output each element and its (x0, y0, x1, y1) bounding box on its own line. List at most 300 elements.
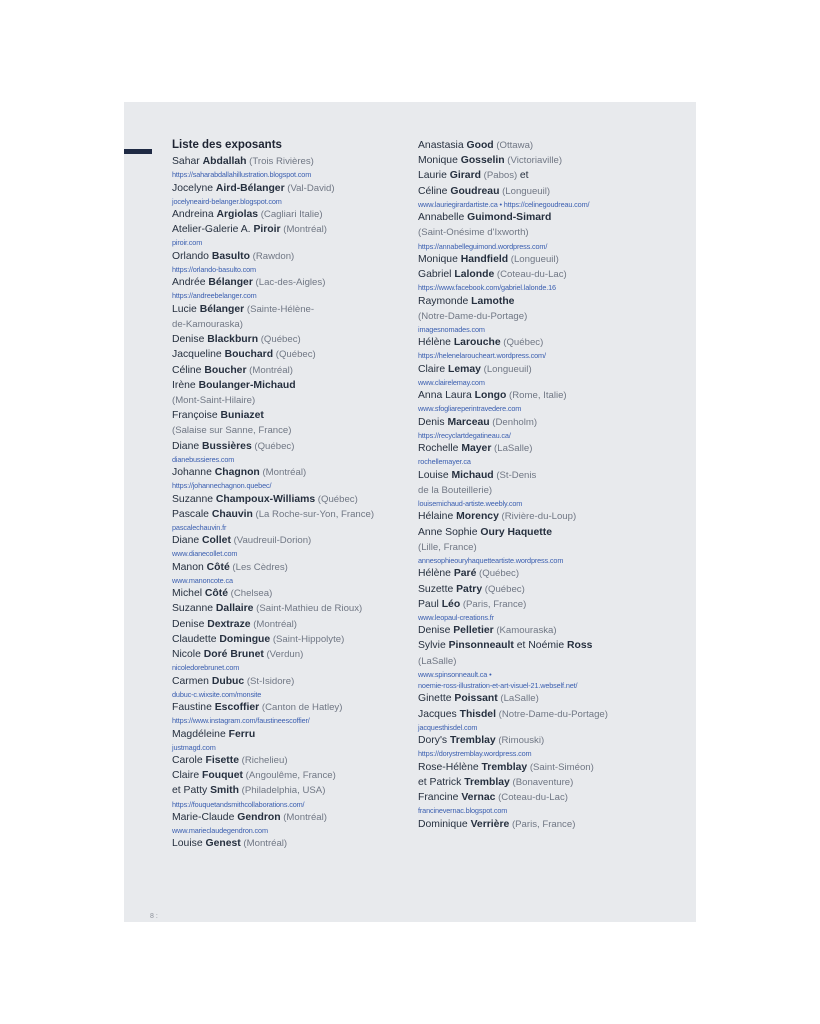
exhibitor-entry (418, 760, 680, 790)
exhibitor-location: (Lac-des-Aigles) (252, 277, 326, 289)
exhibitor-line (418, 733, 680, 748)
exhibitor-line (172, 408, 404, 423)
exhibitor-first-name: Monique (418, 155, 461, 167)
exhibitor-location: de-Kamouraska) (172, 318, 243, 330)
exhibitor-location: de la Bouteillerie) (418, 484, 493, 496)
exhibitor-first-name: Claire (418, 363, 449, 375)
exhibitor-list-left (172, 154, 404, 852)
exhibitor-location: (Denholm) (489, 416, 538, 428)
exhibitor-website-link[interactable]: https://annabelleguimond.wordpress.com/ (418, 241, 548, 251)
exhibitor-entry (172, 154, 404, 181)
exhibitor-first-name: Denise (172, 618, 208, 630)
exhibitor-line (418, 623, 680, 638)
exhibitor-name: Bélanger (199, 303, 245, 315)
exhibitor-location: (Longueuil) (499, 185, 551, 197)
exhibitor-first-name: et Patrick (418, 776, 465, 788)
exhibitor-name: Ferru (228, 728, 256, 740)
exhibitor-first-name: Carole (172, 755, 206, 767)
exhibitor-line (172, 439, 404, 454)
exhibitor-location: (Sainte-Hélène- (244, 303, 315, 315)
exhibitor-entry (418, 388, 680, 415)
exhibitor-name: Basulto (211, 250, 250, 262)
exhibitor-name: Michaud (451, 469, 494, 481)
exhibitor-name: Blackburn (207, 334, 259, 346)
exhibitor-line (172, 768, 404, 783)
exhibitor-name: Argiolas (216, 209, 259, 220)
exhibitor-location: (Vaudreuil-Dorion) (230, 535, 312, 547)
exhibitor-location: (LaSalle) (497, 693, 539, 705)
exhibitor-location: (Victoriaville) (504, 155, 563, 167)
exhibitor-entry (418, 153, 680, 168)
exhibitor-website-link[interactable]: www.spinsonneault.ca • (418, 669, 492, 679)
exhibitor-line (172, 222, 404, 237)
exhibitor-first-name: Hélène (418, 568, 454, 580)
exhibitor-entry (418, 210, 680, 252)
exhibitor-line (172, 154, 404, 169)
exhibitor-name: Ross (567, 640, 593, 652)
exhibitor-first-name: Claudette (172, 633, 220, 645)
exhibitor-first-name: Suzette (418, 583, 457, 595)
exhibitor-line (172, 332, 404, 347)
exhibitor-first-name: Rochelle (418, 443, 462, 455)
exhibitor-location: (Mont-Saint-Hilaire) (172, 394, 256, 406)
exhibitor-location: (Les Cèdres) (229, 561, 288, 573)
exhibitor-location: (Rome, Italie) (506, 390, 567, 402)
exhibitor-name: Lamothe (471, 295, 515, 307)
exhibitor-website-link[interactable]: www.lauriegirardartiste.ca • https://celinegoudreau.com/ (418, 199, 590, 209)
exhibitor-location: (Saint-Hippolyte) (270, 633, 345, 645)
exhibitor-first-name: Monique (418, 253, 461, 265)
exhibitor-first-name: Céline (172, 364, 205, 376)
exhibitor-name: Dallaire (215, 603, 254, 615)
exhibitor-line (418, 483, 680, 498)
exhibitor-entry (418, 168, 680, 210)
exhibitor-first-name: Sylvie (418, 640, 449, 652)
exhibitor-website-link[interactable]: nicoledorebrunet.com (172, 663, 240, 673)
exhibitor-name: Goudreau (450, 185, 500, 197)
exhibitor-name: Lemay (448, 363, 481, 375)
exhibitor-first-name: Hélaine (418, 511, 457, 523)
exhibitor-location: (Longueuil) (508, 253, 559, 265)
exhibitor-name: Dextraze (207, 618, 251, 630)
exhibitor-location: (Angoulême, France) (243, 770, 336, 782)
exhibitor-location: (Rimouski) (495, 735, 545, 747)
exhibitor-location: (Saint-Mathieu de Rioux) (253, 603, 363, 615)
exhibitor-entry (172, 492, 404, 507)
exhibitor-line (172, 601, 404, 616)
exhibitor-first-name: Suzanne (172, 493, 216, 505)
exhibitor-first-name: et Patty (172, 785, 211, 797)
exhibitor-location: (Rivière-du-Loup) (498, 511, 577, 523)
exhibitor-entry (172, 647, 404, 674)
exhibitor-first-name: Hélène (418, 337, 454, 349)
exhibitor-entry (418, 597, 680, 624)
exhibitor-website-link[interactable]: www.marieclaudegendron.com (172, 826, 268, 836)
exhibitor-name: Larouche (453, 337, 501, 349)
exhibitor-name: Smith (210, 785, 239, 797)
exhibitor-name: Thisdel (459, 708, 496, 720)
exhibitor-location: (Salaise sur Sanne, France) (172, 425, 292, 437)
exhibitor-website-link[interactable]: imagesnomades.com (418, 324, 485, 334)
exhibitor-website-link[interactable]: dubuc-c.wixsite.com/monsite (172, 689, 262, 699)
exhibitor-website-link[interactable]: https://www.facebook.com/gabriel.lalonde.16 (418, 283, 556, 293)
exhibitor-line (172, 533, 404, 548)
exhibitor-website-link[interactable]: https://johannechagnon.quebec/ (172, 481, 272, 491)
exhibitor-website-link[interactable]: annesophieouryhaquetteartiste.wordpress.com (418, 556, 564, 566)
page-heading: Liste des exposants (172, 139, 282, 151)
exhibitor-line (418, 468, 680, 483)
exhibitor-entry (418, 468, 680, 510)
exhibitor-line (418, 525, 680, 540)
exhibitor-website-link[interactable]: louisemichaud-artiste.weebly.com (418, 499, 523, 509)
exhibitor-entry (418, 335, 680, 362)
exhibitor-website-link[interactable]: www.manoncote.ca (172, 575, 233, 585)
exhibitor-first-name: Céline (418, 185, 451, 197)
exhibitor-location: (Notre-Dame-du-Portage) (495, 708, 608, 720)
exhibitor-entry (172, 222, 404, 249)
exhibitor-entry (172, 408, 404, 438)
exhibitor-first-name: Raymonde (418, 295, 472, 307)
exhibitor-name: Patry (456, 583, 483, 595)
exhibitor-name: Girard (449, 170, 481, 182)
exhibitor-line (418, 441, 680, 456)
exhibitor-name: Lalonde (454, 269, 495, 281)
exhibitor-line (172, 181, 404, 196)
exhibitor-location: (Saint-Onésime d'Ixworth) (418, 227, 529, 239)
exhibitor-first-name: Ginette (418, 693, 455, 705)
exhibitor-first-name: Irène (172, 379, 199, 391)
exhibitor-website-link[interactable]: https://recyclartdegatineau.ca/ (418, 430, 511, 440)
exhibitor-website-link[interactable]: francinevernac.blogspot.com (418, 806, 508, 816)
exhibitor-entry (172, 810, 404, 837)
exhibitor-first-name: Gabriel (418, 269, 455, 281)
exhibitor-first-name: Denis (418, 416, 448, 428)
exhibitor-name: Longo (474, 390, 507, 402)
exhibitor-website-link[interactable]: pascalechauvin.fr (172, 522, 227, 532)
exhibitor-location: (Paris, France) (509, 818, 576, 830)
exhibitor-line (172, 275, 404, 290)
exhibitor-line (418, 509, 680, 524)
exhibitor-line (172, 249, 404, 264)
exhibitor-first-name: Johanne (172, 467, 215, 479)
exhibitor-first-name: Claire (172, 770, 203, 782)
exhibitor-location: (Kamouraska) (493, 625, 557, 637)
exhibitor-line (172, 810, 404, 825)
exhibitor-entry (418, 691, 680, 706)
exhibitor-website-link[interactable]: jacquesthisdel.com (418, 722, 478, 732)
exhibitor-name: Tremblay (450, 735, 496, 747)
exhibitor-name: Morency (456, 511, 499, 523)
exhibitor-website-link[interactable]: justmagd.com (172, 742, 216, 752)
exhibitor-entry (172, 332, 404, 347)
exhibitor-website-link[interactable]: www.clairelemay.com (418, 377, 485, 387)
exhibitor-line (172, 507, 404, 522)
exhibitor-name: Tremblay (464, 776, 510, 788)
exhibitor-entry (172, 249, 404, 276)
exhibitor-entry (418, 817, 680, 832)
exhibitor-entry (418, 707, 680, 734)
exhibitor-website-link[interactable]: jocelyneaird-belanger.blogspot.com (172, 196, 282, 206)
exhibitor-location: (Québec) (273, 349, 316, 361)
exhibitor-line (172, 492, 404, 507)
exhibitor-location: (Val-David) (284, 182, 335, 194)
exhibitor-line (172, 560, 404, 575)
section-marker-bar (124, 149, 152, 154)
exhibitor-location: (Québec) (476, 568, 520, 580)
exhibitor-name: Escoffier (214, 702, 260, 714)
exhibitor-line (172, 378, 404, 393)
exhibitor-entry (418, 582, 680, 597)
exhibitor-entry (172, 181, 404, 208)
exhibitor-website-link[interactable]: www.dianecollet.com (172, 549, 238, 559)
exhibitor-website-link[interactable]: https://helenelaroucheart.wordpress.com/ (418, 351, 546, 361)
exhibitor-location: (Paris, France) (460, 598, 527, 610)
exhibitor-entry (418, 790, 680, 817)
exhibitor-list-right (418, 138, 680, 832)
exhibitor-line (418, 638, 680, 653)
exhibitor-location: (Canton de Hatley) (259, 702, 343, 714)
exhibitor-location: (Trois Rivières) (246, 156, 314, 167)
exhibitor-entry (172, 674, 404, 701)
exhibitor-name: Piroir (253, 224, 281, 236)
exhibitor-location: (St-Denis (493, 469, 537, 481)
exhibitor-entry (172, 560, 404, 587)
exhibitor-website-link[interactable]: https://dorystremblay.wordpress.com (418, 749, 532, 759)
exhibitor-line (418, 309, 680, 324)
exhibitor-website-link[interactable]: noemie-ross-illustration-et-art-visuel-21.webself.net/ (418, 681, 578, 691)
exhibitor-name: Fouquet (202, 770, 244, 782)
exhibitor-first-name: Anne Sophie (418, 526, 481, 538)
exhibitor-line (418, 790, 680, 805)
exhibitor-location: (La Roche-sur-Yon, France) (252, 508, 375, 520)
exhibitor-location: (Québec) (482, 583, 525, 595)
exhibitor-entry (418, 252, 680, 267)
exhibitor-line (418, 654, 680, 669)
exhibitor-entry (418, 441, 680, 468)
exhibitor-entry (172, 439, 404, 466)
exhibitor-entry (172, 275, 404, 302)
exhibitor-first-name: Jocelyne (172, 182, 216, 194)
exhibitor-name: Guimond-Simard (467, 212, 552, 224)
exhibitor-line (172, 753, 404, 768)
exhibitor-location: (Québec) (315, 493, 358, 505)
exhibitor-website-link[interactable]: piroir.com (172, 238, 203, 248)
exhibitor-first-name: Diane (172, 535, 203, 547)
exhibitor-name: Fisette (205, 755, 239, 767)
exhibitor-entry (172, 632, 404, 647)
exhibitor-line (418, 335, 680, 350)
exhibitor-location: (Québec) (251, 440, 295, 452)
exhibitor-entry (172, 727, 404, 754)
exhibitor-entry (418, 525, 680, 567)
exhibitor-line (418, 415, 680, 430)
exhibitor-location: (LaSalle) (418, 655, 457, 667)
exhibitor-location: (Montréal) (246, 364, 293, 376)
exhibitor-location: (Pabos) (480, 170, 520, 182)
exhibitor-entry (418, 267, 680, 294)
exhibitor-name: Aird-Bélanger (215, 182, 285, 194)
exhibitor-website-link[interactable]: dianebussieres.com (172, 454, 235, 464)
exhibitor-name: Buniazet (220, 410, 264, 422)
exhibitor-entry (418, 509, 680, 524)
exhibitor-line (172, 207, 404, 222)
exhibitor-line (418, 184, 680, 199)
exhibitor-location: (Montréal) (250, 618, 297, 630)
exhibitor-line (418, 707, 680, 722)
exhibitor-first-name: Nicole (172, 649, 204, 661)
exhibitor-first-name: Orlando (172, 250, 212, 262)
exhibitor-first-name: Annabelle (418, 212, 468, 224)
exhibitor-website-link[interactable]: https://fouquetandsmithcollaborations.com/ (172, 799, 305, 809)
exhibitor-entry (172, 836, 404, 851)
exhibitor-name: Collet (202, 535, 231, 547)
exhibitor-location: (Notre-Dame-du-Portage) (418, 310, 528, 322)
exhibitor-entry (172, 753, 404, 768)
exhibitor-name: Tremblay (481, 761, 528, 773)
exhibitor-location: (Coteau-du-Lac) (494, 269, 567, 281)
exhibitor-name: Côté (206, 561, 230, 573)
exhibitor-line (418, 775, 680, 790)
exhibitor-first-name: Michel (172, 588, 205, 600)
exhibitor-entry (418, 138, 680, 153)
exhibitor-website-link[interactable]: www.leopaul-creations.fr (418, 612, 494, 622)
exhibitor-entry (418, 415, 680, 442)
exhibitor-name: Pinsonneault (448, 640, 514, 652)
exhibitor-first-name: Pascale (172, 508, 212, 520)
exhibitor-first-name: Francine (418, 792, 462, 804)
exhibitor-location: (Québec) (258, 334, 301, 346)
exhibitor-name: Poissant (454, 693, 498, 705)
exhibitor-location: (Québec) (500, 337, 544, 349)
exhibitor-first-name: Louise (418, 469, 452, 481)
exhibitor-first-name: Lucie (172, 303, 200, 315)
exhibitor-location: (Verdun) (263, 649, 304, 661)
exhibitor-line (418, 540, 680, 555)
exhibitor-entry (172, 302, 404, 332)
exhibitor-website-link[interactable]: https://orlando-basulto.com (172, 264, 256, 274)
exhibitor-name: Gosselin (460, 155, 505, 167)
exhibitor-first-name: Jacques (418, 708, 460, 720)
exhibitor-entry (172, 378, 404, 408)
exhibitor-entry (172, 347, 404, 362)
exhibitor-name: Champoux-Williams (215, 493, 316, 505)
exhibitor-first-name: Suzanne (172, 603, 216, 615)
exhibitor-location: (Philadelphia, USA) (239, 785, 326, 797)
exhibitor-location: (Montréal) (280, 224, 327, 236)
exhibitor-line (172, 393, 404, 408)
exhibitor-website-link[interactable]: rochellemayer.ca (418, 457, 471, 467)
exhibitor-website-link[interactable]: https://www.instagram.com/faustineescoffier/ (172, 716, 310, 726)
exhibitor-location: (Montréal) (280, 811, 327, 823)
exhibitor-line (418, 817, 680, 832)
exhibitor-name: Oury Haquette (480, 526, 552, 538)
exhibitor-first-name: Diane (172, 440, 203, 452)
exhibitor-website-link[interactable]: www.sfogliareperintravedere.com (418, 404, 522, 414)
exhibitor-line (418, 691, 680, 706)
exhibitor-first-name: Andreina (172, 209, 217, 220)
exhibitor-location: (Richelieu) (239, 755, 288, 767)
exhibitor-entry (172, 465, 404, 492)
exhibitor-line (172, 423, 404, 438)
exhibitor-first-name: Manon (172, 561, 207, 573)
exhibitor-name: Verrière (470, 818, 510, 830)
exhibitor-location: (Lille, France) (418, 541, 477, 553)
exhibitor-entry (418, 566, 680, 581)
exhibitor-name: Bélanger (208, 277, 253, 289)
exhibitor-line (172, 317, 404, 332)
exhibitor-line (418, 153, 680, 168)
exhibitor-line (418, 388, 680, 403)
exhibitor-location: (St-Isidore) (244, 675, 295, 687)
exhibitor-first-name: Atelier-Galerie A. (172, 224, 254, 236)
exhibitor-name: Vernac (461, 792, 496, 804)
exhibitor-first-name: Faustine (172, 702, 215, 714)
exhibitor-line (418, 582, 680, 597)
exhibitor-location: (Rawdon) (249, 250, 295, 262)
exhibitor-location: (Coteau-du-Lac) (495, 792, 568, 804)
exhibitor-entry (418, 623, 680, 638)
exhibitor-website-link[interactable]: https://saharabdallahillustration.blogspot.com (172, 170, 312, 180)
exhibitor-line (418, 597, 680, 612)
exhibitor-name: Paré (453, 568, 477, 580)
exhibitor-name: Bussières (202, 440, 252, 452)
exhibitor-line (172, 617, 404, 632)
exhibitor-location: (Bonaventure) (509, 776, 574, 788)
exhibitor-line (418, 362, 680, 377)
exhibitor-conjunction: et (519, 170, 529, 182)
exhibitor-first-name: Louise (172, 838, 206, 850)
exhibitor-entry (172, 617, 404, 632)
exhibitor-name: Léo (441, 598, 461, 610)
exhibitor-line (418, 566, 680, 581)
exhibitor-line (172, 465, 404, 480)
exhibitor-first-name: Anna Laura (418, 390, 475, 402)
exhibitor-location: (Montréal) (240, 838, 288, 850)
exhibitor-location: (Montréal) (259, 467, 307, 479)
exhibitor-name: Dubuc (211, 675, 245, 687)
exhibitor-name: Genest (205, 838, 241, 850)
exhibitor-line (418, 225, 680, 240)
exhibitor-line (418, 210, 680, 225)
exhibitor-name: Chauvin (211, 508, 253, 520)
exhibitor-location: (Ottawa) (493, 140, 534, 151)
exhibitor-entry (172, 533, 404, 560)
exhibitor-entry (418, 638, 680, 691)
exhibitor-first-name: Dominique (418, 818, 471, 830)
exhibitor-entry (172, 207, 404, 222)
exhibitor-line (172, 700, 404, 715)
exhibitor-first-name: Carmen (172, 675, 212, 687)
exhibitor-website-link[interactable]: https://andreebelanger.com (172, 291, 257, 301)
exhibitor-entry (418, 294, 680, 336)
exhibitor-first-name: Denise (172, 334, 208, 346)
exhibitor-line (172, 347, 404, 362)
exhibitor-name: Côté (204, 588, 229, 600)
exhibitor-first-name: Marie-Claude (172, 811, 238, 823)
exhibitor-first-name: Sahar (172, 156, 203, 167)
left-column (172, 138, 404, 852)
exhibitor-name: Boucher (204, 364, 247, 376)
page-number: 8 : (150, 913, 158, 920)
exhibitor-line (172, 836, 404, 851)
exhibitor-entry (172, 586, 404, 601)
exhibitor-name: Bouchard (224, 349, 274, 361)
exhibitor-location: (Saint-Siméon) (527, 761, 594, 773)
exhibitor-line (418, 294, 680, 309)
exhibitor-first-name: Laurie (418, 170, 450, 182)
exhibitor-first-name: Denise (418, 625, 454, 637)
exhibitor-first-name: Dory's (418, 735, 451, 747)
